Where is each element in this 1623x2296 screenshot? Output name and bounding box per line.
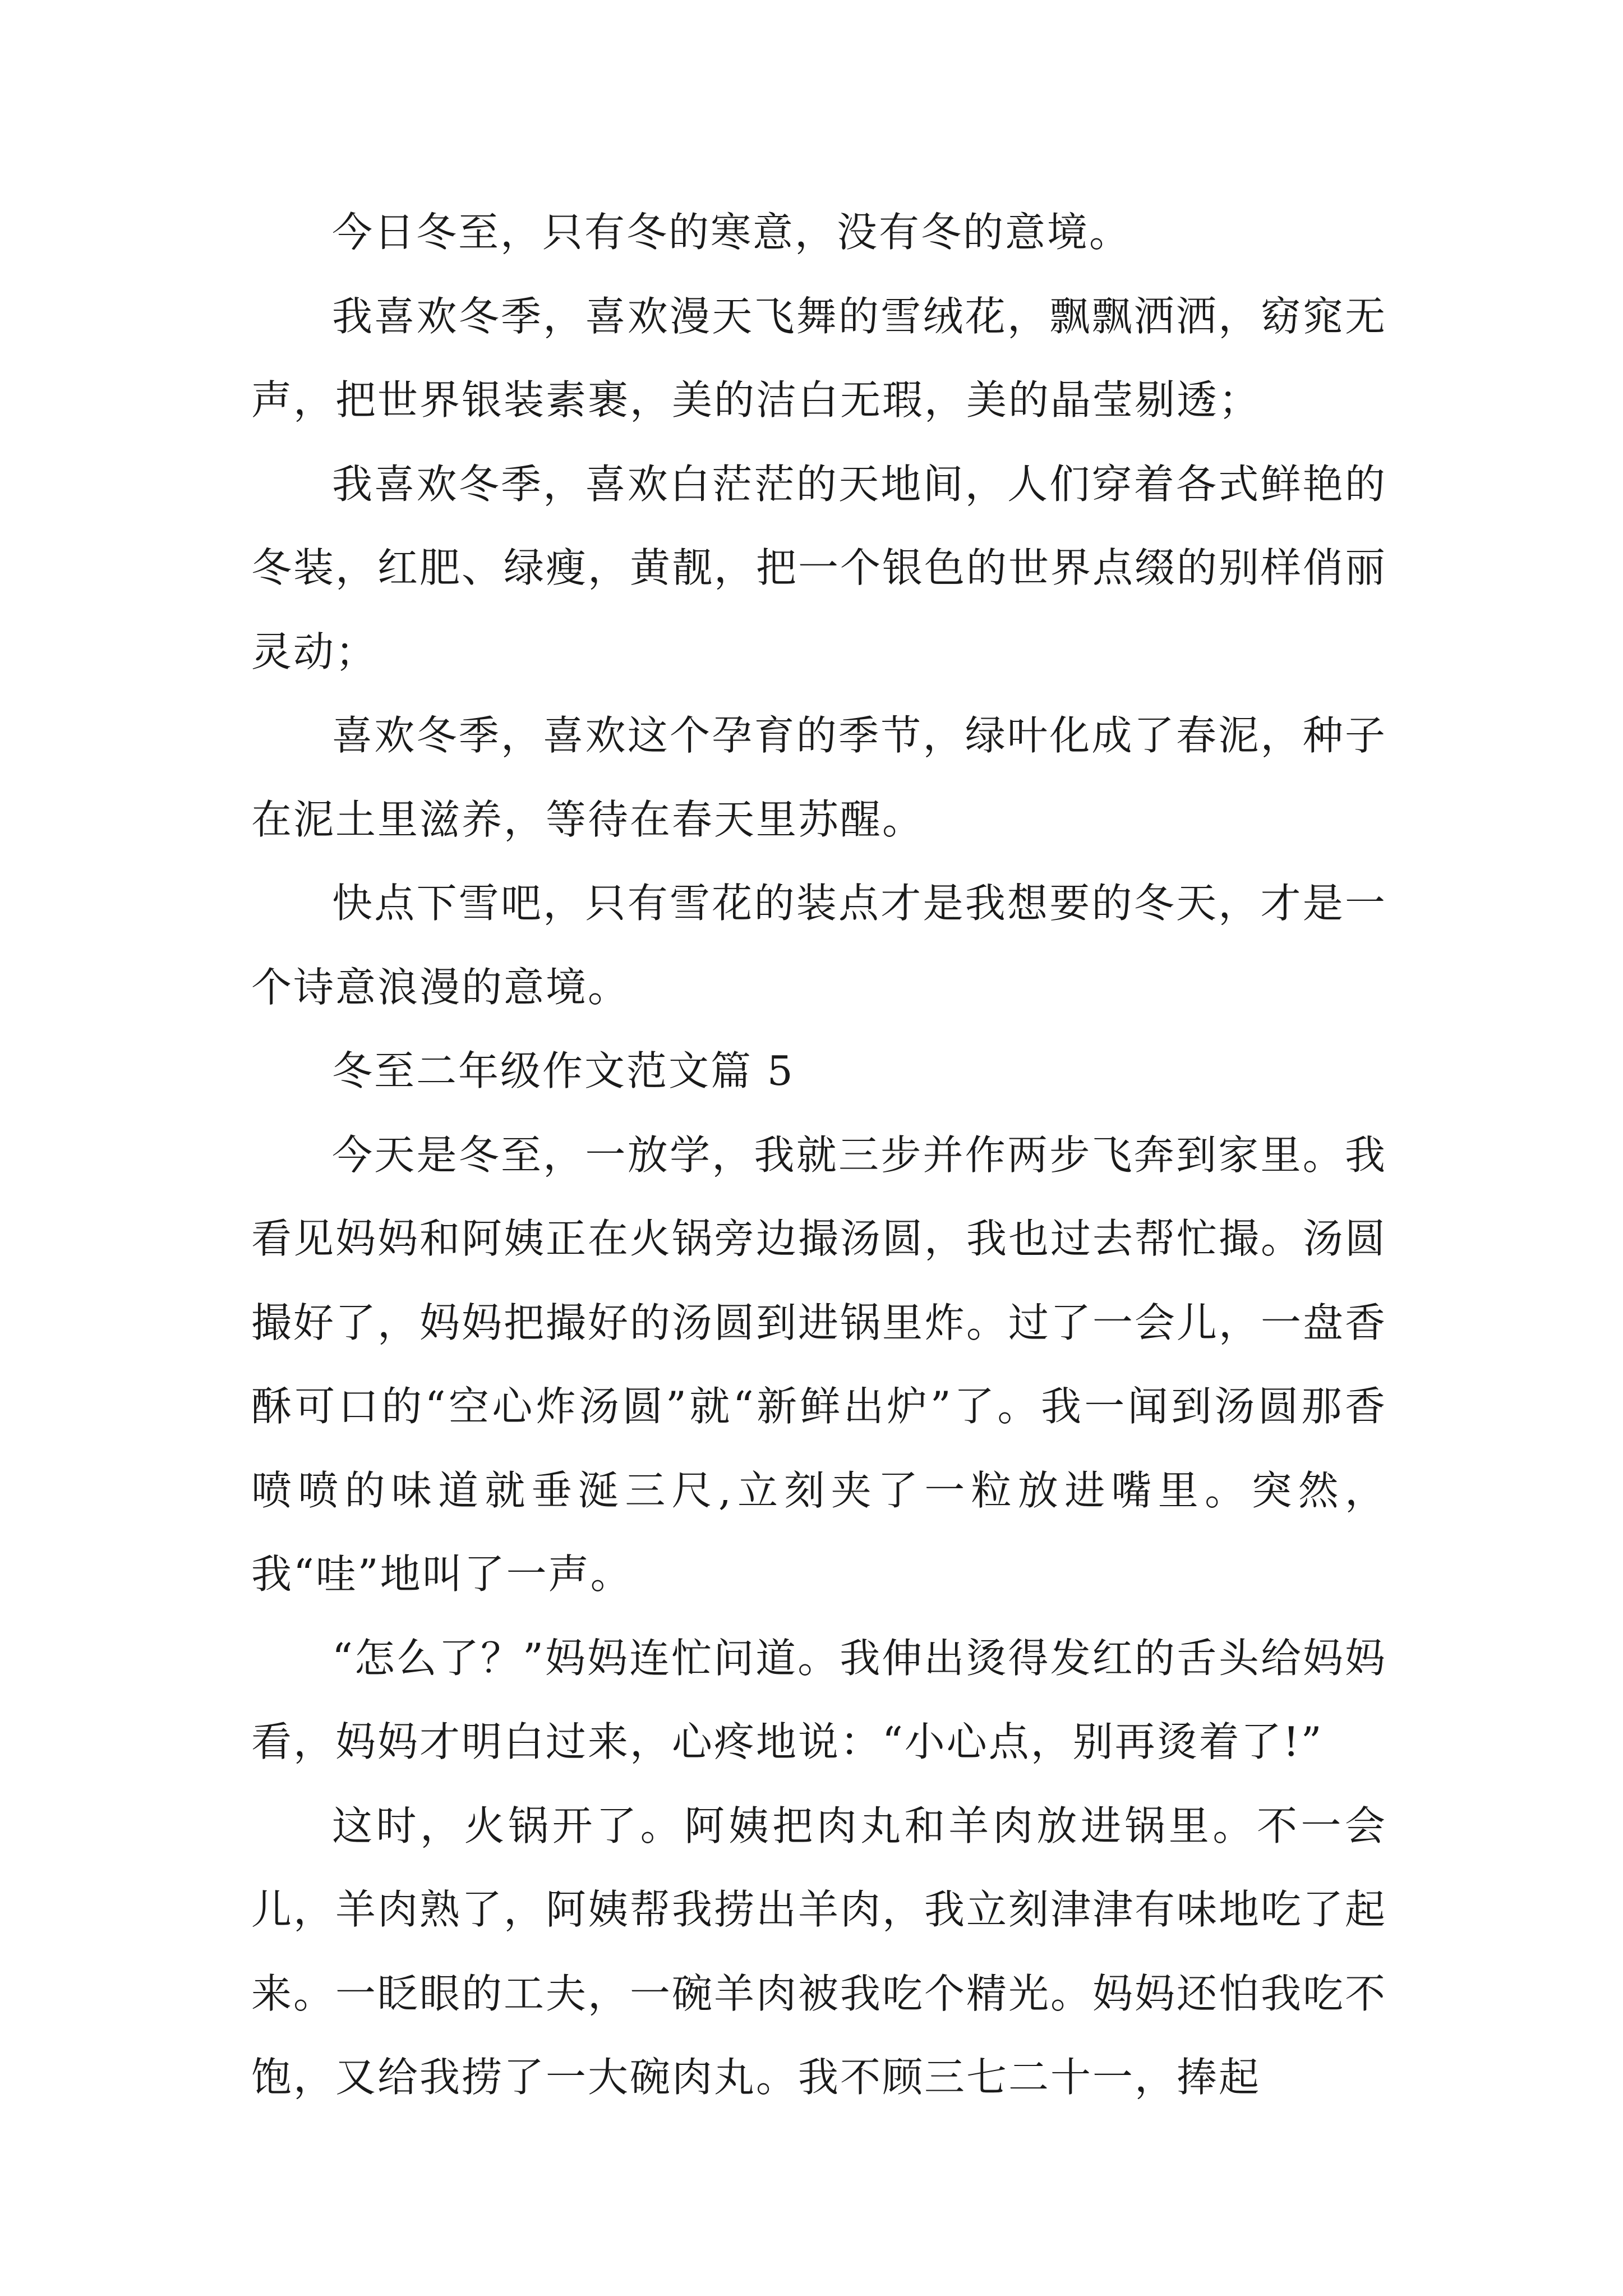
paragraph: 这时，火锅开了。阿姨把肉丸和羊肉放进锅里。不一会儿，羊肉熟了，阿姨帮我捞出羊肉，我立刻津津有味地吃了起来。一眨眼的工夫，一碗羊肉被我吃个精光。妈妈还怕我吃不饱，又给我捞了一大碗肉丸。我不顾三七二十一，捧起 — [251, 1802, 1387, 2101]
paragraph: 我喜欢冬季，喜欢白茫茫的天地间，人们穿着各式鲜艳的冬装，红肥、绿瘦，黄靓，把一个银色的世界点缀的别样俏丽灵动； — [251, 460, 1387, 675]
paragraph: 今日冬至，只有冬的寒意，没有冬的意境。 — [332, 209, 1132, 256]
paragraph: 喜欢冬季，喜欢这个孕育的季节，绿叶化成了春泥，种子在泥土里滋养，等待在春天里苏醒。 — [251, 712, 1387, 843]
paragraph: 我喜欢冬季，喜欢漫天飞舞的雪绒花，飘飘洒洒，窈窕无声，把世界银装素裹，美的洁白无瑕，美的晶莹剔透； — [251, 292, 1387, 424]
paragraph: 快点下雪吧，只有雪花的装点才是我想要的冬天，才是一个诗意浪漫的意境。 — [251, 880, 1387, 1011]
document-body — [251, 191, 1387, 2120]
paragraph: 今天是冬至，一放学，我就三步并作两步飞奔到家里。我看见妈妈和阿姨正在火锅旁边撮汤圆，我也过去帮忙撮。汤圆撮好了，妈妈把撮好的汤圆到进锅里炸。过了一会儿，一盘香酥可口的“空心炸汤圆”就“新鲜出炉”了。我一闻到汤圆那香喷喷的味道就垂涎三尺,立刻夹了一粒放进嘴里。突然，我“哇”地叫了一声。 — [251, 1131, 1387, 1598]
paragraph: “怎么了？”妈妈连忙问道。我伸出烫得发红的舌头给妈妈看，妈妈才明白过来，心疼地说：“小心点，别再烫着了!” — [251, 1634, 1387, 1765]
section-heading: 冬至二年级作文范文篇 5 — [332, 1047, 795, 1094]
